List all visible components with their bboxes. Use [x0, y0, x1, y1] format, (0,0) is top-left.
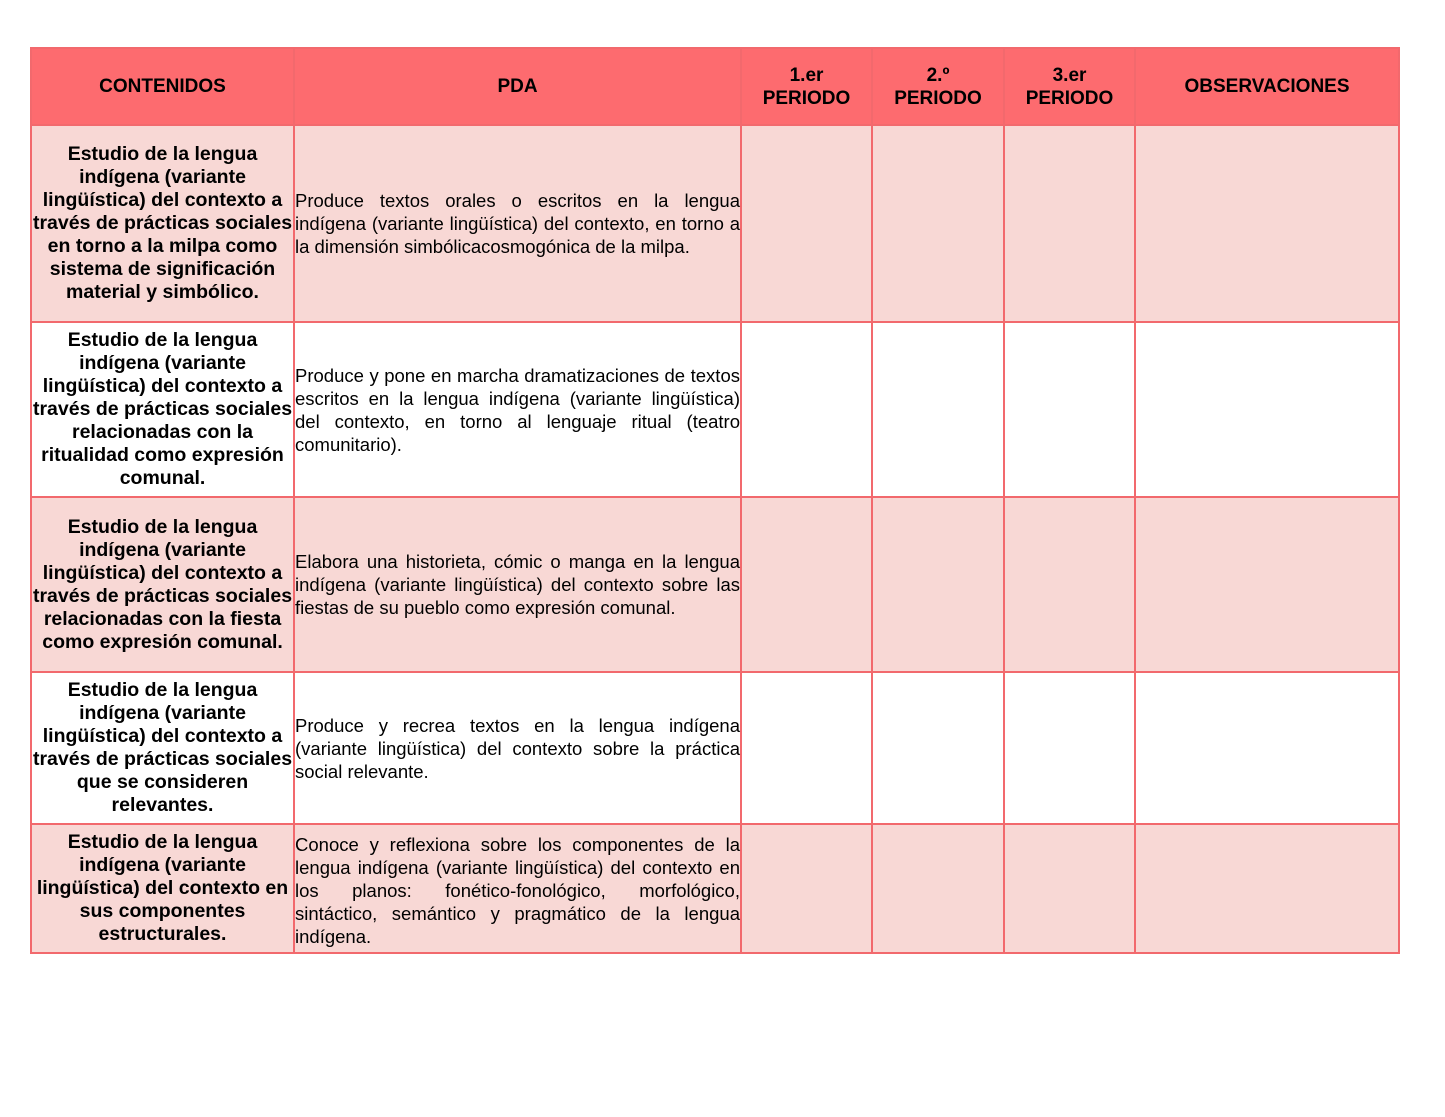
contenido-cell: Estudio de la lengua indígena (variante lingüística) del contexto a través de prácticas sociales relacionadas con la fiesta como expresión comunal. — [31, 497, 294, 672]
table-row — [31, 824, 1399, 953]
table-row — [31, 672, 1399, 824]
header-periodo-3: 3.er PERIODO — [1004, 48, 1135, 125]
header-periodo-1: 1.er PERIODO — [741, 48, 872, 125]
observaciones-cell — [1135, 125, 1399, 322]
observaciones-cell — [1135, 824, 1399, 953]
observaciones-cell — [1135, 322, 1399, 497]
periodo-3-cell — [1004, 125, 1135, 322]
header-row — [31, 48, 1399, 125]
header-pda: PDA — [294, 48, 741, 125]
periodo-2-cell — [872, 125, 1004, 322]
periodo-1-cell — [741, 824, 872, 953]
periodo-3-cell — [1004, 824, 1135, 953]
table-row — [31, 125, 1399, 322]
table-row — [31, 497, 1399, 672]
periodo-3-cell — [1004, 322, 1135, 497]
table-row — [31, 322, 1399, 497]
pda-cell: Conoce y reflexiona sobre los componentes de la lengua indígena (variante lingüística) del contexto en los planos: fonético-fonológico, morfológico, sintáctico, semántico y pragmático de la lengua indígena. — [294, 824, 741, 953]
observaciones-cell — [1135, 497, 1399, 672]
contenido-cell: Estudio de la lengua indígena (variante lingüística) del contexto a través de prácticas sociales relacionadas con la ritualidad como expresión comunal. — [31, 322, 294, 497]
periodo-2-cell — [872, 672, 1004, 824]
pda-cell: Elabora una historieta, cómic o manga en la lengua indígena (variante lingüística) del contexto sobre las fiestas de su pueblo como expresión comunal. — [294, 497, 741, 672]
header-observaciones: OBSERVACIONES — [1135, 48, 1399, 125]
pda-cell: Produce y pone en marcha dramatizaciones de textos escritos en la lengua indígena (variante lingüística) del contexto, en torno al lenguaje ritual (teatro comunitario). — [294, 322, 741, 497]
periodo-2-cell — [872, 824, 1004, 953]
periodo-1-cell — [741, 125, 872, 322]
observaciones-cell — [1135, 672, 1399, 824]
contenido-cell: Estudio de la lengua indígena (variante lingüística) del contexto en sus componentes estructurales. — [31, 824, 294, 953]
periodo-3-cell — [1004, 672, 1135, 824]
periodo-1-cell — [741, 672, 872, 824]
planning-table — [30, 47, 1400, 954]
pda-cell: Produce textos orales o escritos en la lengua indígena (variante lingüística) del contexto, en torno a la dimensión simbólicacosmogónica de la milpa. — [294, 125, 741, 322]
header-contenidos: CONTENIDOS — [31, 48, 294, 125]
periodo-2-cell — [872, 497, 1004, 672]
header-periodo-2: 2.º PERIODO — [872, 48, 1004, 125]
periodo-1-cell — [741, 497, 872, 672]
periodo-3-cell — [1004, 497, 1135, 672]
contenido-cell: Estudio de la lengua indígena (variante lingüística) del contexto a través de prácticas sociales en torno a la milpa como sistema de significación material y simbólico. — [31, 125, 294, 322]
periodo-2-cell — [872, 322, 1004, 497]
contenido-cell: Estudio de la lengua indígena (variante lingüística) del contexto a través de prácticas sociales que se consideren relevantes. — [31, 672, 294, 824]
periodo-1-cell — [741, 322, 872, 497]
pda-cell: Produce y recrea textos en la lengua indígena (variante lingüística) del contexto sobre la práctica social relevante. — [294, 672, 741, 824]
